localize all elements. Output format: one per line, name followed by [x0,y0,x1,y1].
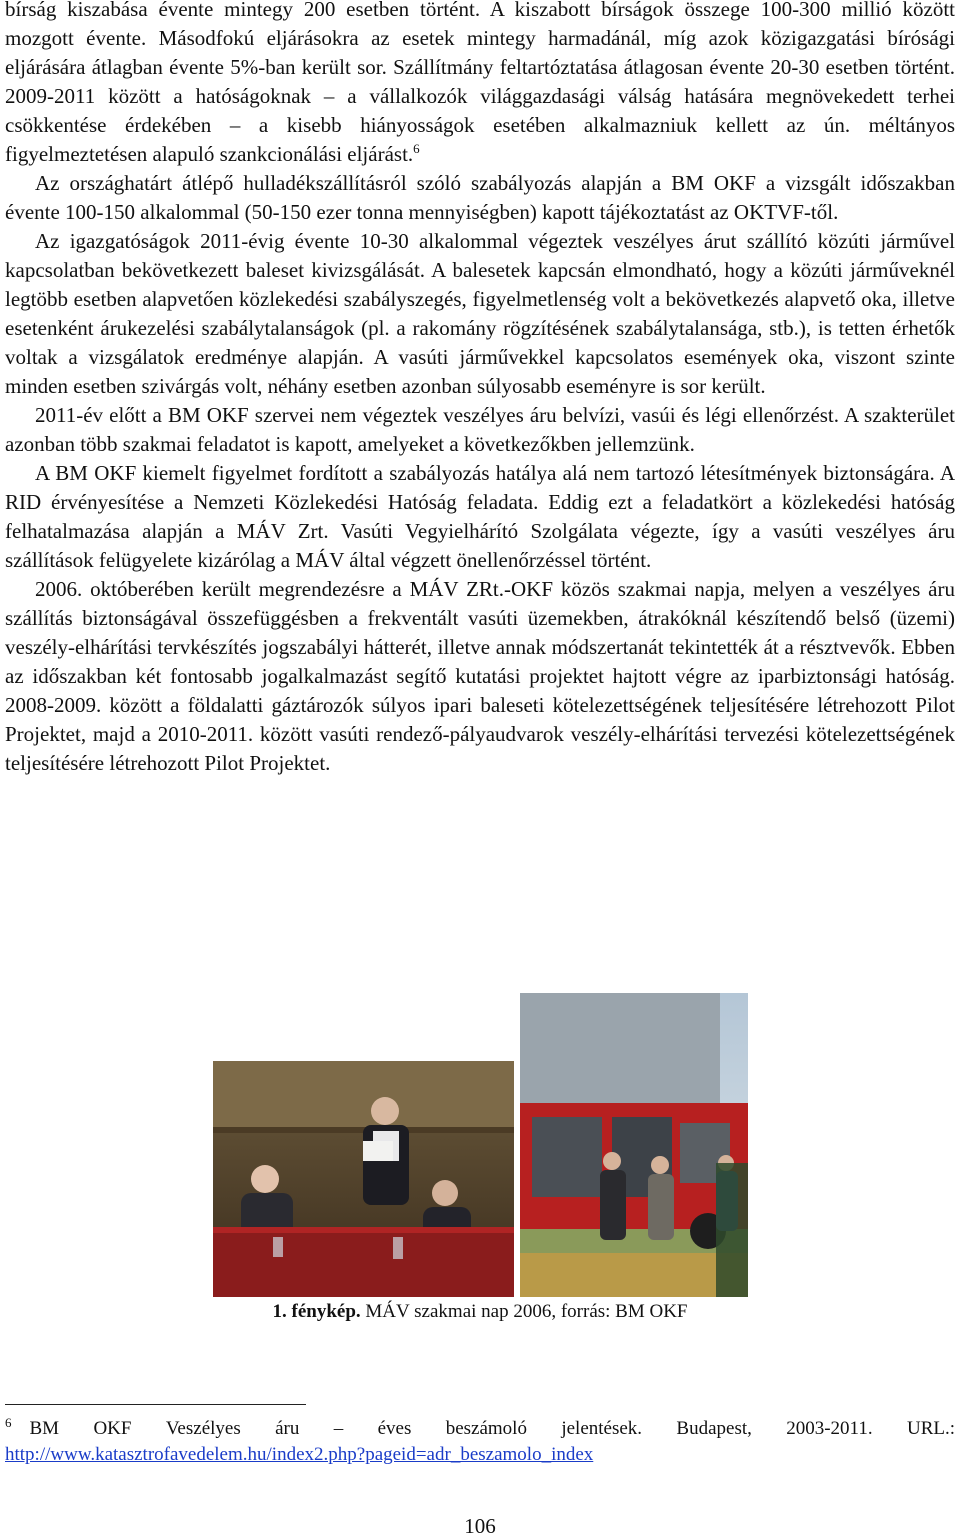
figure-caption [0,1300,960,1324]
footnote-ref[interactable]: 6 [413,141,420,156]
footnote-word: áru [275,1418,300,1439]
page-number: 106 [464,1514,496,1538]
footnote-separator [5,1404,306,1405]
footnote-line [5,1416,955,1442]
footnote [5,1416,955,1468]
footnote-word: OKF [93,1418,132,1439]
footnote-word: Budapest, [676,1418,752,1439]
footnote-word: URL.: [906,1418,955,1439]
footnote-word: éves [377,1418,412,1439]
paragraph-4: 2011-év előtt a BM OKF szervei nem végeztek veszélyes áru belvízi, vasúi és légi ellenőrzést. A szakterület azonban több szakmai feladatot is kapott, amelyeket a következőkben jellemzünk. [5,403,955,456]
footnote-word: beszámoló [445,1418,527,1439]
paragraph-6: 2006. októberében került megrendezésre a MÁV ZRt.-OKF közös szakmai napja, melyen a veszélyes áru szállítás biztonságával összefüggésben a frekventált vasúti üzemekben, átrakóknál készítendő belső (üzemi) veszély-elhárítási tervkészítés jogszabályi hátterét, illetve annak módszertanát tekintették át a résztvevők. Ebben az időszakban két fontosabb jogalkalmazást segítő kutatási projektet hajtott végre az iparbiztonsági hatóság. 2008-2009. között a földalatti gáztározók súlyos ipari baleseti kötelezettségének teljesítésére létrehozott Pilot Projektet, majd a 2010-2011. között vasúti rendező-pályaudvarok veszély-elhárítási tervezési kötelezettségének teljesítésére létrehozott Pilot Projektet. [5,577,955,775]
paragraph-2: Az országhatárt átlépő hulladékszállításról szóló szabályozás alapján a BM OKF a vizsgált időszakban évente 100-150 alkalommal (50-150 ezer tonna mennyiségben) kapott tájékoztatást az OKTVF-től. [5,171,955,224]
photo-conference-image [213,1061,514,1297]
footnote-word: Veszélyes [165,1418,241,1439]
photo-fire-truck-image [520,993,748,1297]
footnote-word: jelentések. [561,1418,643,1439]
paragraph-5: A BM OKF kiemelt figyelmet fordított a szabályozás hatálya alá nem tartozó létesítmények biztonságára. A RID érvényesítése a Nemzeti Közlekedési Hatóság feladata. Eddig ezt a feladatkört a közlekedési hatóság felhatalmazása alapján a MÁV Zrt. Vasúti Vegyielhárító Szolgálata végezte, így a vasúti veszélyes áru szállítások felügyelete kizárólag a MÁV által végzett önellenőrzéssel történt. [5,461,955,572]
photo-fire-truck [520,993,748,1297]
footnote-link[interactable]: http://www.katasztrofavedelem.hu/index2.php?pageid=adr_beszamolo_index [5,1444,594,1465]
footnote-number: 6 [5,1414,12,1430]
photo-figure [0,993,960,1303]
figure-caption-label: 1. fénykép. [272,1301,361,1322]
footnote-word: – [333,1418,344,1439]
paragraph-1-text: bírság kiszabása évente mintegy 200 esetben történt. A kiszabott bírságok összege 100-300 millió között mozgott évente. Másodfokú eljárásokra az esetek mintegy harmadánál, míg azok közigazgatási bírósági eljárására átlagban évente 5%-ban került sor. Szállítmány feltartóztatása átlagosan évente 20-30 esetben történt. 2009-2011 között a hatóságoknak – a vállalkozók világgazdasági válság hatására megnövekedett terhei csökkentése érdekében – a kisebb hiányosságok esetében alkalmazniuk kellett az ún. méltányos figyelmeztetésen alapuló szankcionálási eljárást. [5,0,955,166]
figure-caption-text: MÁV szakmai nap 2006, forrás: BM OKF [360,1301,688,1322]
paragraph-1 [5,0,955,169]
paragraph-3: Az igazgatóságok 2011-évig évente 10-30 alkalommal végeztek veszélyes árut szállító közúti járművel kapcsolatban bekövetkezett baleset kivizsgálását. A balesetek kapcsán elmondható, hogy a közúti járműveknél legtöbb esetben alapvetően közlekedési szabályszegés, figyelmetlenség volt a bekövetkezés alapvető oka, illetve esetenként árukezelési szabálytalanságok (pl. a rakomány rögzítésének szabálytalansága, stb.), is tetten érhetők voltak a vizsgálatok eredménye alapján. A vasúti járművekkel kapcsolatos események oka, viszont szinte minden esetben szivárgás volt, néhány esetben azonban súlyosabb eseményre is sor került. [5,229,955,398]
photo-conference-speakers [213,1061,514,1297]
document-body [5,0,955,778]
footnote-word: BM [29,1418,60,1439]
footnote-word: 2003-2011. [786,1418,873,1439]
